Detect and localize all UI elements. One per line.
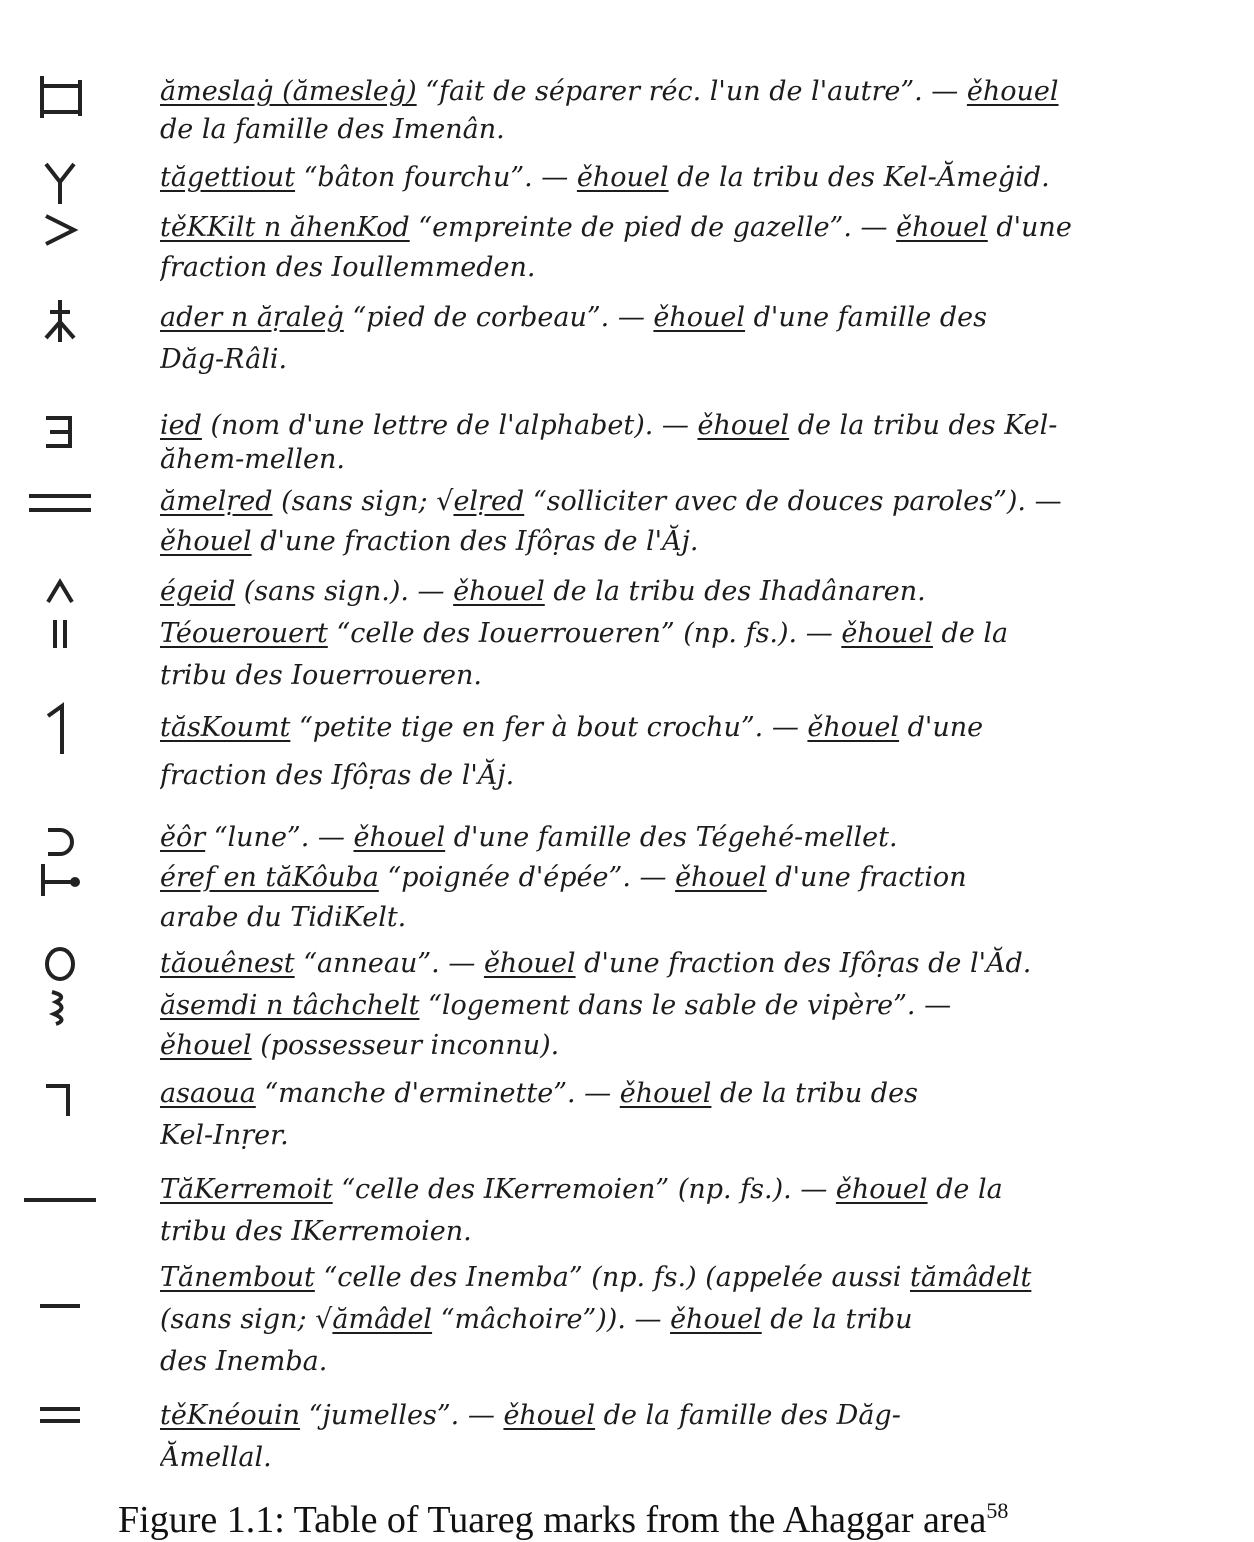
figure-caption-text: Figure 1.1: Table of Tuareg marks from the Ahaggar area: [118, 1499, 987, 1541]
entry-rest: de la: [932, 618, 1009, 649]
entry-term: égeid: [160, 576, 236, 607]
entry-gloss: “petite tige en fer à bout crochu”. —: [290, 712, 808, 743]
mark-symbol-y-icon: [20, 160, 100, 206]
entry-continuation: ăhem-mellen.: [160, 444, 345, 475]
entry-rest: de la famille des Dăg-: [595, 1400, 901, 1431]
entry-rest: d'une fraction des Ifôṛas de l'Ăd.: [575, 948, 1032, 979]
entry-term: Téouerouert: [160, 618, 328, 649]
entry-keyword: ěhouel: [896, 212, 988, 243]
entry-keyword: ěhouel: [160, 526, 252, 557]
entry-term: Tănembout: [160, 1262, 315, 1293]
entry-gloss: “bâton fourchu”. —: [295, 162, 577, 193]
entry-term: tăouênest: [160, 948, 295, 979]
entry-2-line-1: [160, 158, 1240, 198]
entry-rest: d'une: [987, 212, 1072, 243]
figure-caption: [118, 1498, 1218, 1542]
entry-3-line-2: [160, 248, 1240, 288]
entry-gloss: (nom d'une lettre de l'alphabet). —: [201, 410, 698, 441]
entry-16-line-1: [160, 1258, 1240, 1298]
mark-symbol-ring-icon: [20, 944, 100, 984]
entry-term: ăsemdi n tâchchelt: [160, 990, 420, 1021]
entry-8-line-1: [160, 614, 1240, 654]
entry-10-line-1: [160, 818, 1240, 858]
entry-keyword: ěhouel: [353, 822, 446, 853]
entry-term: asaoua: [160, 1078, 256, 1109]
entry-term: TăKerremoit: [160, 1174, 333, 1205]
entry-gloss: “mâchoire”)). —: [432, 1304, 671, 1335]
entry-continuation: des Inemba.: [160, 1346, 328, 1377]
mark-symbol-short-bar-icon: [20, 1296, 100, 1316]
entry-term: ămeslaġ (ămesleġ): [160, 76, 417, 107]
entry-14-line-2: [160, 1116, 1240, 1156]
entry-root: ămâdel: [332, 1304, 433, 1335]
mark-symbol-long-bar-icon: [20, 1190, 100, 1210]
entry-17-line-2: [160, 1438, 1240, 1478]
entry-gloss: “celle des Iouerroueren” (np. fs.). —: [327, 618, 842, 649]
entry-continuation: tribu des IKerremoien.: [160, 1216, 472, 1247]
entry-rest: d'une: [899, 712, 984, 743]
entry-term: ămelṛed: [160, 486, 273, 517]
mark-symbol-crowfoot-icon: [20, 298, 100, 344]
entry-continuation: Dăg-Râli.: [160, 344, 288, 375]
entry-gloss: “manche d'erminette”. —: [255, 1078, 620, 1109]
mark-symbol-reverse-e-icon: [20, 412, 100, 452]
entry-rest: de la tribu des Ihadânaren.: [544, 576, 926, 607]
mark-symbol-flag-icon: [20, 72, 100, 122]
mark-symbol-adze-icon: [20, 1080, 100, 1120]
mark-symbol-caret-icon: [20, 576, 100, 606]
entry-rest: de la tribu: [761, 1304, 913, 1335]
entry-4-line-1: [160, 298, 1240, 338]
entry-17-line-1: [160, 1396, 1240, 1436]
entry-continuation: Ămellal.: [160, 1442, 272, 1473]
entry-rest: de la tribu des Kel-Ămeġid.: [668, 162, 1050, 193]
entry-gloss: “jumelles”. —: [300, 1400, 504, 1431]
entry-term: éref en tăKôuba: [160, 862, 379, 893]
entry-gloss: (sans sign; √: [272, 486, 454, 517]
entry-rest: de la: [927, 1174, 1003, 1205]
entry-gloss: “celle des IKerremoien” (np. fs.). —: [332, 1174, 836, 1205]
entry-16-line-3: [160, 1342, 1240, 1382]
entry-15-line-1: [160, 1170, 1240, 1210]
mark-symbol-moon-icon: [20, 824, 100, 860]
entry-keyword: ěhouel: [670, 1304, 762, 1335]
entry-11-line-1: [160, 858, 1240, 898]
entry-keyword: ěhouel: [653, 302, 746, 333]
entry-16-line-2: [160, 1300, 1240, 1340]
entry-term: tăsKoumt: [160, 712, 291, 743]
mark-symbol-viper-icon: [20, 988, 100, 1028]
entry-8-line-2: [160, 656, 1240, 696]
entry-gloss: “logement dans le sable de vipère”. —: [419, 990, 952, 1021]
entry-keyword: ěhouel: [503, 1400, 596, 1431]
entry-1-line-1: [160, 72, 1240, 112]
entry-keyword: ěhouel: [697, 410, 790, 441]
entry-term: těKnéouin: [160, 1400, 301, 1431]
entry-keyword: ěhouel: [483, 948, 576, 979]
entry-gloss: (sans sign.). —: [235, 576, 454, 607]
entry-6-line-2: [160, 522, 1240, 562]
entry-13-line-2: [160, 1026, 1240, 1066]
entry-5-line-2: [160, 440, 1240, 480]
entry-13-line-1: [160, 986, 1240, 1026]
entry-term: ied: [160, 410, 202, 441]
entry-rest: d'une famille des: [745, 302, 987, 333]
entry-6-line-1: [160, 482, 1240, 522]
entry-9-line-2: [160, 756, 1240, 796]
mark-symbol-twin-bar-icon: [20, 1402, 100, 1428]
entry-gloss: “poignée d'épée”. —: [378, 862, 676, 893]
entry-keyword: ěhouel: [675, 862, 767, 893]
entry-keyword: ěhouel: [453, 576, 545, 607]
entry-gloss: (sans sign; √: [160, 1304, 333, 1335]
entry-7-line-1: [160, 572, 1240, 612]
entry-gloss: “anneau”. —: [294, 948, 484, 979]
entry-1-line-2: [160, 110, 1240, 150]
mark-symbol-double-bar-icon: [20, 488, 100, 518]
entry-keyword: ěhouel: [619, 1078, 712, 1109]
entry-continuation: fraction des Ifôṛas de l'Ăj.: [160, 760, 515, 791]
entry-term: ader n ăṛaleġ: [160, 302, 344, 333]
entry-14-line-1: [160, 1074, 1240, 1114]
entry-term: ěôr: [160, 822, 206, 853]
entry-rest: de la tribu des Kel-: [789, 410, 1058, 441]
entry-rest: “solliciter avec de douces paroles”). —: [524, 486, 1062, 517]
mark-symbol-double-vertical-icon: [20, 616, 100, 652]
entry-continuation: tribu des Iouerroueren.: [160, 660, 482, 691]
entry-gloss: “celle des Inemba” (np. fs.) (appelée aussi: [314, 1262, 910, 1293]
entry-keyword: ěhouel: [841, 618, 933, 649]
entry-continuation: fraction des Ioullemmeden.: [160, 252, 536, 283]
entry-continuation: Kel-Inṛer.: [160, 1120, 289, 1151]
entry-gloss: “empreinte de pied de gazelle”. —: [409, 212, 897, 243]
mark-symbol-sword-icon: [20, 860, 100, 900]
entry-continuation: de la famille des Imenân.: [160, 114, 505, 145]
entry-gloss: “pied de corbeau”. —: [343, 302, 654, 333]
entry-term: těKKilt n ăhenKod: [160, 212, 410, 243]
entry-11-line-2: [160, 898, 1240, 938]
entry-continuation: d'une fraction des Ifôṛas de l'Ăj.: [251, 526, 699, 557]
entry-12-line-1: [160, 944, 1240, 984]
entry-15-line-2: [160, 1212, 1240, 1252]
entry-rest: d'une fraction: [766, 862, 967, 893]
entry-rest: d'une famille des Tégehé-mellet.: [445, 822, 898, 853]
entry-gloss: “fait de séparer réc. l'un de l'autre”. —: [416, 76, 967, 107]
entry-9-line-1: [160, 708, 1240, 748]
entry-term: tăgettiout: [160, 162, 296, 193]
entry-continuation: (possesseur inconnu).: [251, 1030, 560, 1061]
entry-alt-term: tămâdelt: [909, 1262, 1032, 1293]
entry-keyword: ěhouel: [160, 1030, 252, 1061]
entry-root: elṛed: [453, 486, 525, 517]
entry-keyword: ěhouel: [807, 712, 900, 743]
footnote-marker: 58: [986, 1498, 1009, 1523]
entry-4-line-2: [160, 340, 1240, 380]
mark-symbol-greater-than-icon: [20, 212, 100, 248]
entry-3-line-1: [160, 208, 1240, 248]
mark-symbol-hook-icon: [20, 702, 100, 756]
entry-keyword: ěhouel: [576, 162, 669, 193]
entry-keyword: ěhouel: [835, 1174, 928, 1205]
entry-continuation: arabe du TidiKelt.: [160, 902, 407, 933]
entry-rest: de la tribu des: [711, 1078, 918, 1109]
entry-keyword: ěhouel: [966, 76, 1059, 107]
entry-gloss: “lune”. —: [205, 822, 354, 853]
